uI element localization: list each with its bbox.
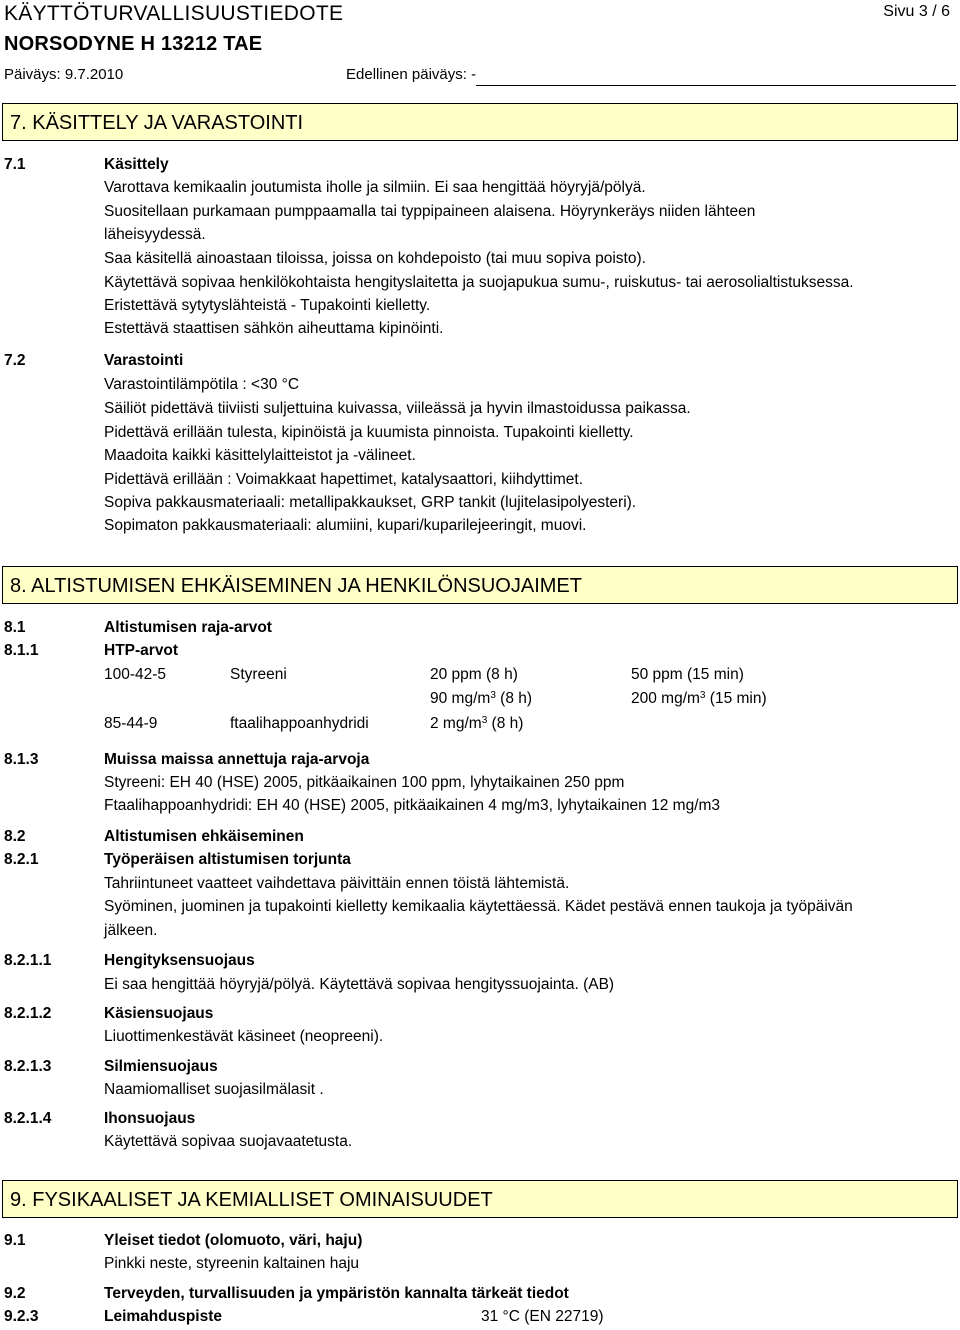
subsection-8-2-1-2-number: 8.2.1.2 [4, 1005, 52, 1022]
subsection-7-2-number: 7.2 [4, 352, 26, 369]
flash-point-value: 31 °C (EN 22719) [481, 1308, 604, 1325]
handling-line: Eristettävä sytytyslähteistä - Tupakointi kielletty. [104, 297, 431, 314]
subsection-9-1-number: 9.1 [4, 1232, 26, 1249]
subsection-8-2-1-4-number: 8.2.1.4 [4, 1110, 52, 1127]
subsection-9-2-3-number: 9.2.3 [4, 1308, 39, 1325]
subsection-7-2-title: Varastointi [104, 352, 184, 369]
exposure-control-line: Syöminen, juominen ja tupakointi kielletty kemikaalia käytettäessä. Kädet pestävä ennen taukoja ja työpäivän [104, 898, 853, 915]
subsection-8-1-1-title: HTP-arvot [104, 642, 179, 659]
hand-protection-text: Liuottimenkestävät käsineet (neopreeni). [104, 1028, 384, 1045]
subsection-9-2-title: Terveyden, turvallisuuden ja ympäristön kannalta tärkeät tiedot [104, 1285, 569, 1302]
subsection-8-1-title: Altistumisen raja-arvot [104, 619, 272, 636]
section-8-header [2, 566, 958, 604]
htp-15min-value: 200 $mg/m^3$ (15 min) [631, 690, 767, 707]
header-rule [476, 85, 956, 86]
subsection-8-2-1-1-title: Hengityksensuojaus [104, 952, 255, 969]
exposure-control-line: jälkeen. [104, 922, 158, 939]
other-limit-line: Styreeni: EH 40 (HSE) 2005, pitkäaikainen 100 ppm, lyhytaikainen 250 ppm [104, 774, 625, 791]
skin-protection-text: Käytettävä sopivaa suojavaatetusta. [104, 1133, 353, 1150]
subsection-9-2-3-title: Leimahduspiste [104, 1308, 222, 1325]
htp-8h-value: 2 $mg/m^3$ (8 h) [430, 715, 524, 732]
storage-line: Sopiva pakkausmateriaali: metallipakkaukset, GRP tankit (lujitelasipolyesteri). [104, 494, 637, 511]
storage-line: Varastointilämpötila : <30 °C [104, 376, 300, 393]
handling-line: Suositellaan purkamaan pumppaamalla tai typpipaineen alaisena. Höyrynkeräys niiden lähteen [104, 203, 756, 220]
storage-line: Pidettävä erillään : Voimakkaat hapettimet, katalysaattori, kiihdyttimet. [104, 471, 584, 488]
subsection-8-2-1-1-number: 8.2.1.1 [4, 952, 52, 969]
section-7-title: 7. KÄSITTELY JA VARASTOINTI [10, 112, 304, 134]
htp-cas: 85-44-9 [104, 715, 158, 732]
subsection-7-1-title: Käsittely [104, 156, 169, 173]
subsection-8-2-1-number: 8.2.1 [4, 851, 39, 868]
handling-line: Estettävä staattisen sähkön aiheuttama kipinöinti. [104, 320, 444, 337]
subsection-8-2-1-4-title: Ihonsuojaus [104, 1110, 196, 1127]
storage-line: Maadoita kaikki käsittelylaitteistot ja -välineet. [104, 447, 416, 464]
subsection-8-1-3-number: 8.1.3 [4, 751, 39, 768]
page-number: Sivu 3 / 6 [883, 3, 950, 20]
other-limit-line: Ftaalihappoanhydridi: EH 40 (HSE) 2005, pitkäaikainen 4 mg/m3, lyhytaikainen 12 mg/m3 [104, 797, 721, 814]
subsection-9-1-title: Yleiset tiedot (olomuoto, väri, haju) [104, 1232, 363, 1249]
section-9-header [2, 1180, 958, 1218]
issue-date: Päiväys: 9.7.2010 [4, 66, 124, 83]
handling-line: läheisyydessä. [104, 226, 206, 243]
subsection-8-2-1-3-title: Silmiensuojaus [104, 1058, 218, 1075]
subsection-8-2-title: Altistumisen ehkäiseminen [104, 828, 304, 845]
document-title: KÄYTTÖTURVALLISUUSTIEDOTE [4, 2, 344, 25]
htp-8h-value: 90 $mg/m^3$ (8 h) [430, 690, 533, 707]
storage-line: Säiliöt pidettävä tiiviisti suljettuina kuivassa, viileässä ja hyvin ilmastoidussa paikassa. [104, 400, 691, 417]
htp-15min-value: 50 ppm (15 min) [631, 666, 744, 683]
handling-line: Käytettävä sopivaa henkilökohtaista hengityslaitetta ja suojapukua sumu-, ruiskutus- tai aerosolialtistuksessa. [104, 274, 854, 291]
previous-date: Edellinen päiväys: - [346, 66, 477, 83]
subsection-7-1-number: 7.1 [4, 156, 26, 173]
handling-line: Saa käsitellä ainoastaan tiloissa, joissa on kohdepoisto (tai muu sopiva poisto). [104, 250, 646, 267]
subsection-8-2-1-3-number: 8.2.1.3 [4, 1058, 52, 1075]
subsection-8-2-1-2-title: Käsiensuojaus [104, 1005, 214, 1022]
storage-line: Pidettävä erillään tulesta, kipinöistä ja kuumista pinnoista. Tupakointi kielletty. [104, 424, 634, 441]
subsection-9-2-number: 9.2 [4, 1285, 26, 1302]
section-9-title: 9. FYSIKAALISET JA KEMIALLISET OMINAISUUDET [10, 1189, 493, 1211]
handling-line: Varottava kemikaalin joutumista iholle ja silmiin. Ei saa hengittää höyryjä/pölyä. [104, 179, 646, 196]
subsection-8-1-number: 8.1 [4, 619, 26, 636]
subsection-8-2-1-title: Työperäisen altistumisen torjunta [104, 851, 351, 868]
htp-cas: 100-42-5 [104, 666, 167, 683]
subsection-8-1-3-title: Muissa maissa annettuja raja-arvoja [104, 751, 370, 768]
htp-substance: Styreeni [230, 666, 287, 683]
storage-line: Sopimaton pakkausmateriaali: alumiini, kupari/kuparilejeeringit, muovi. [104, 517, 587, 534]
eye-protection-text: Naamiomalliset suojasilmälasit . [104, 1081, 324, 1098]
product-name: NORSODYNE H 13212 TAE [4, 33, 263, 55]
subsection-8-2-number: 8.2 [4, 828, 26, 845]
htp-substance: ftaalihappoanhydridi [230, 715, 369, 732]
general-info-text: Pinkki neste, styreenin kaltainen haju [104, 1255, 360, 1272]
section-8-title: 8. ALTISTUMISEN EHKÄISEMINEN JA HENKILÖNSUOJAIMET [10, 575, 582, 597]
exposure-control-line: Tahriintuneet vaatteet vaihdettava päivittäin ennen töistä lähtemistä. [104, 875, 570, 892]
htp-8h-value: 20 ppm (8 h) [430, 666, 518, 683]
section-7-header [2, 103, 958, 141]
subsection-8-1-1-number: 8.1.1 [4, 642, 39, 659]
respiratory-protection-text: Ei saa hengittää höyryjä/pölyä. Käytettävä sopivaa hengityssuojainta. (AB) [104, 976, 615, 993]
